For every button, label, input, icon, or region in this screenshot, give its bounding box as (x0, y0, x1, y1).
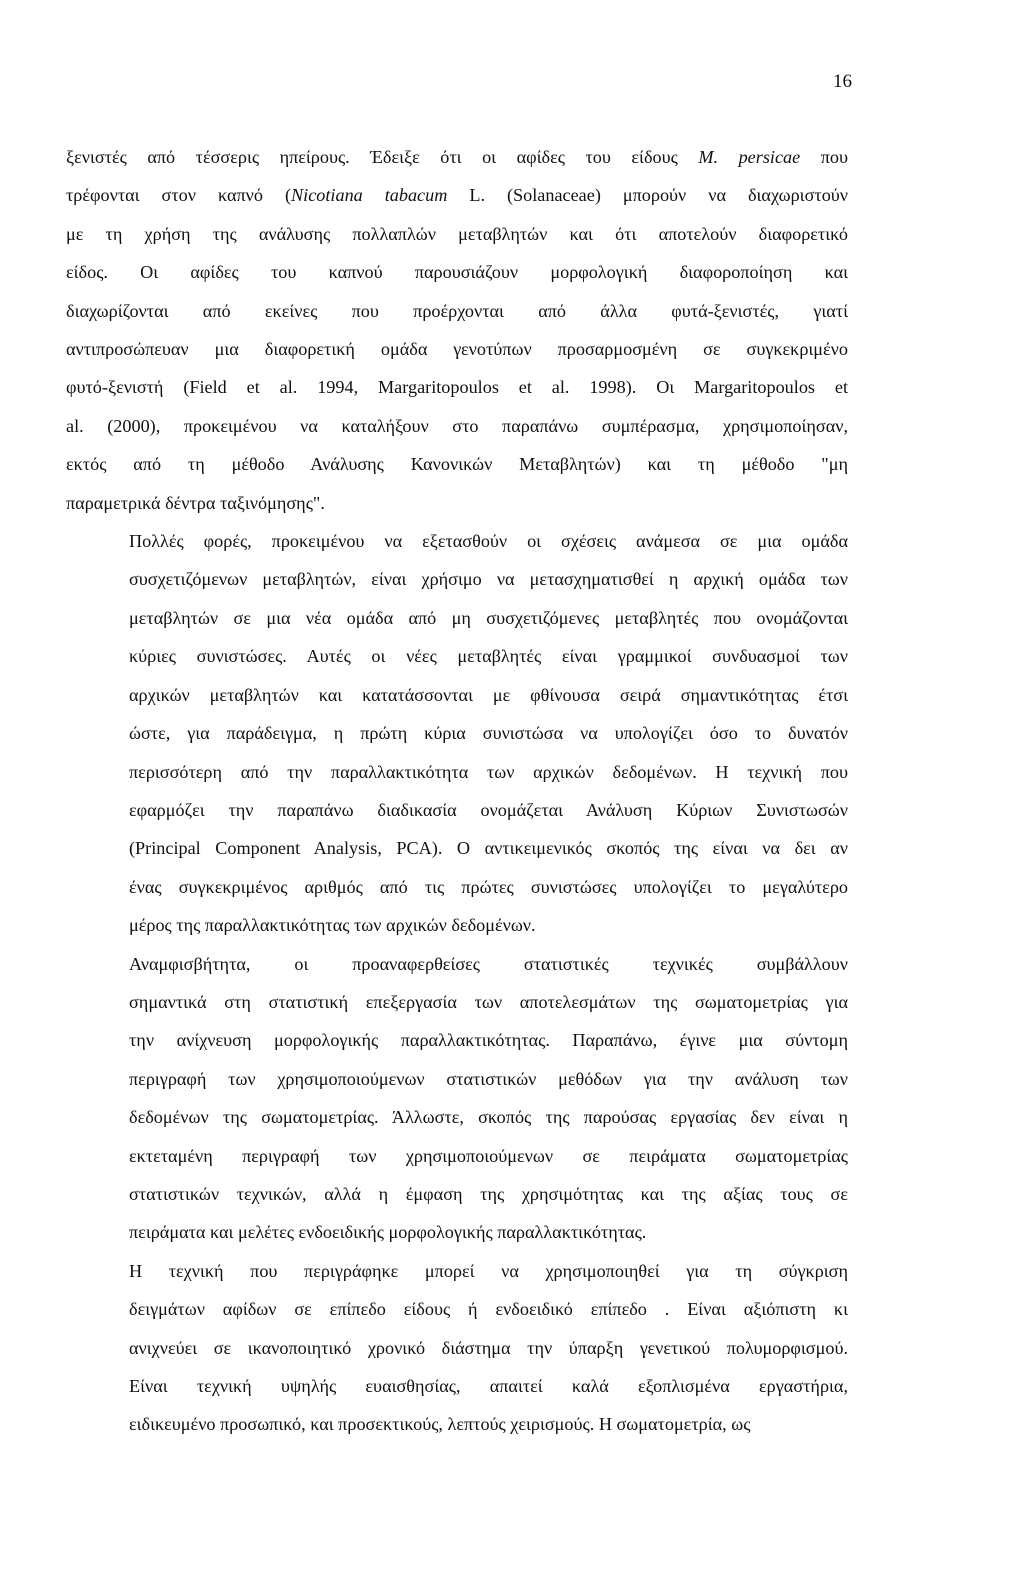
text-line: ώστε, για παράδειγμα, η πρώτη κύρια συνιστώσα να υπολογίζει όσο το δυνατόν (129, 723, 848, 744)
text-line: al. (2000), προκειμένου να καταλήξουν στο παραπάνω συμπέρασμα, χρησιμοποίησαν, (66, 415, 848, 436)
text-line: παραμετρικά δέντρα ταξινόμησης". (66, 492, 325, 513)
text-line: εφαρμόζει την παραπάνω διαδικασία ονομάζεται Ανάλυση Κύριων Συνιστωσών (129, 799, 848, 820)
text-line: συσχετιζόμενων μεταβλητών, είναι χρήσιμο να μετασχηματισθεί η αρχική ομάδα των (129, 569, 848, 590)
text-line: στατιστικών τεχνικών, αλλά η έμφαση της χρησιμότητας και της αξίας τους σε (129, 1183, 848, 1204)
text-line: με τη χρήση της ανάλυσης πολλαπλών μεταβλητών και ότι αποτελούν διαφορετικό (66, 223, 848, 244)
text-line: Πολλές φορές, προκειμένου να εξετασθούν οι σχέσεις ανάμεσα σε μια ομάδα (129, 531, 848, 552)
text-line: τρέφονται στον καπνό (Nicotiana tabacum L. (Solanaceae) μπορούν να διαχωριστούν (66, 185, 849, 206)
paragraph (66, 522, 848, 944)
text-line: την ανίχνευση μορφολογικής παραλλακτικότητας. Παραπάνω, έγινε μια σύντομη (129, 1030, 848, 1051)
text-line: ειδικευμένο προσωπικό, και προσεκτικούς, λεπτούς χειρισμούς. Η σωματομετρία, ως (129, 1414, 751, 1435)
text-line: κύριες συνιστώσες. Αυτές οι νέες μεταβλητές είναι γραμμικοί συνδυασμοί των (129, 646, 848, 667)
text-line: ξενιστές από τέσσερις ηπείρους. Έδειξε ότι οι αφίδες του είδους M. persicae που (66, 147, 849, 167)
text-line: περιγραφή των χρησιμοποιούμενων στατιστικών μεθόδων για την ανάλυση των (129, 1068, 848, 1089)
text-line: είδος. Οι αφίδες του καπνού παρουσιάζουν μορφολογική διαφοροποίηση και (66, 262, 848, 283)
text-line: φυτό-ξενιστή (Field et al. 1994, Margaritopoulos et al. 1998). Οι Margaritopoulos et (66, 377, 848, 398)
text-line: Η τεχνική που περιγράφηκε μπορεί να χρησιμοποιηθεί για τη σύγκριση (129, 1260, 848, 1281)
text-line: Αναμφισβήτητα, οι προαναφερθείσες στατιστικές τεχνικές συμβάλλουν (129, 953, 848, 974)
text-line: πειράματα και μελέτες ενδοειδικής μορφολογικής παραλλακτικότητας. (129, 1222, 647, 1243)
text-line: μέρος της παραλλακτικότητας των αρχικών δεδομένων. (129, 915, 536, 936)
text-line: ανιχνεύει σε ικανοποιητικό χρονικό διάστημα την ύπαρξη γενετικού πολυμορφισμού. (129, 1337, 848, 1358)
text-line: αντιπροσώπευαν μια διαφορετική ομάδα γενοτύπων προσαρμοσμένη σε συγκεκριμένο (66, 339, 848, 360)
text-line: αρχικών μεταβλητών και κατατάσσονται με φθίνουσα σειρά σημαντικότητας έτσι (129, 684, 848, 705)
text-line: εκτεταμένη περιγραφή των χρησιμοποιούμενων σε πειράματα σωματομετρίας (129, 1145, 848, 1166)
paragraph (66, 1252, 848, 1444)
text-line: διαχωρίζονται από εκείνες που προέρχονται από άλλα φυτά-ξενιστές, γιατί (66, 300, 848, 321)
text-line: περισσότερη από την παραλλακτικότητα των αρχικών δεδομένων. Η τεχνική που (129, 761, 848, 782)
body-text (66, 138, 848, 1444)
paragraph (66, 945, 848, 1252)
text-line: δειγμάτων αφίδων σε επίπεδο είδους ή ενδοειδικό επίπεδο . Είναι αξιόπιστη κι (129, 1299, 848, 1320)
page-number: 16 (833, 71, 852, 92)
text-line: εκτός από τη μέθοδο Ανάλυσης Κανονικών Μεταβλητών) και τη μέθοδο "μη (66, 454, 848, 475)
text-line: δεδομένων της σωματομετρίας. Άλλωστε, σκοπός της παρούσας εργασίας δεν είναι η (129, 1107, 848, 1128)
text-line: ένας συγκεκριμένος αριθμός από τις πρώτες συνιστώσες υπολογίζει το μεγαλύτερο (129, 876, 848, 897)
text-line: Είναι τεχνική υψηλής ευαισθησίας, απαιτεί καλά εξοπλισμένα εργαστήρια, (129, 1376, 848, 1396)
paragraph (66, 138, 848, 522)
text-line: μεταβλητών σε μια νέα ομάδα από μη συσχετιζόμενες μεταβλητές που ονομάζονται (129, 607, 848, 628)
text-line: (Principal Component Analysis, PCA). Ο αντικειμενικός σκοπός της είναι να δει αν (129, 838, 848, 859)
text-line: σημαντικά στη στατιστική επεξεργασία των αποτελεσμάτων της σωματομετρίας για (129, 991, 848, 1012)
